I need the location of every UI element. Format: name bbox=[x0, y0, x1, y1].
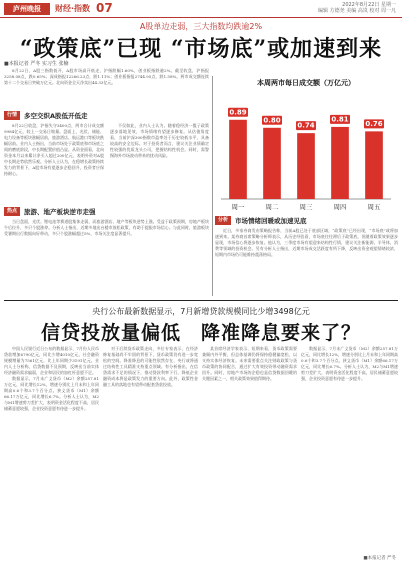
chart-bar bbox=[365, 131, 383, 199]
story2-body1-text: 中国人民银行近日公布的数据显示，7月份人民币贷款增加6790亿元，同比少增4010亿元。社会融资规模增量为7561亿元，比上年同期少3191亿元。业内人士分析称，信贷数据不及预期，反映出当前实体经济融资需求偏弱，企业和居民的加杠杆意愿不足。 bbox=[4, 346, 99, 375]
section-name: 财经·指数 bbox=[55, 4, 91, 13]
chart-bar bbox=[331, 127, 349, 199]
date-line: 2022年8月22日 星期一 bbox=[342, 2, 396, 8]
story2-col3 bbox=[202, 346, 297, 551]
story1-body1 bbox=[4, 123, 104, 203]
subhead3-text: 市场情绪回暖或加速见底 bbox=[235, 217, 307, 225]
column-divider bbox=[212, 76, 213, 296]
story1-lead-text: 8月22日，A股三指数低开，A股市场高开低走，沪指跌幅1.60%，创业板指跌逾2%。截至收盘，沪指报3258.08点，跌0.65%；深成指报12266.23点，跌1.11%；创业板指报2744.95点，跌1.58%。两市成交额连续第十二个交易日突破万亿元。北向资金全天净卖出44.33亿元。 bbox=[4, 68, 209, 85]
story2-col1 bbox=[4, 346, 99, 551]
story1-subhead3 bbox=[215, 216, 307, 225]
subhead1-text: 多空交织A股低开低走 bbox=[24, 112, 88, 120]
chart-x-tick-label: 周二 bbox=[265, 203, 279, 211]
newspaper-logo: 庐州晚报 bbox=[4, 3, 50, 15]
story2-col4 bbox=[301, 346, 398, 551]
story2-footer: ■本报记者 严冬 bbox=[363, 556, 396, 561]
chart-data-label: 0.80 bbox=[263, 116, 281, 125]
story1-body4 bbox=[215, 228, 398, 296]
masthead bbox=[0, 0, 402, 18]
story1-body1-text: 8月22日收盘，沪指失守3400点，两市合计成交额9984亿元，较上一交易日缩量。盘面上，光伏、储能、电力设备等板块涨幅居前，旅游酒店、航运港口等板块跌幅居前。业内人士指出，当前市场处于政策底和市场底之间的磨底阶段，中长期配置价值凸显。从资金面看，北向资金本月以来累计净买入超过200亿元，表明外资对A股中长期走势依然乐观。分析人士认为，在稳增长政策持续发力的背景下，A股市场有望逐步企稳回升，投资者应保持耐心。 bbox=[4, 123, 104, 176]
story1-body3-text: 不仅如此，业内人士认为，随着稳经济一揽子政策逐步落地见效，市场情绪有望逐步修复。从估值角度看，当前沪深300指数市盈率处于历史较低水平，具备较高的安全边际。对于投资者而言，建议关注业绩确定性较强的优质龙头公司，把握结构性机会。同时，需警惕海外市场波动带来的扰动风险。 bbox=[110, 123, 209, 158]
chart-bar bbox=[263, 128, 281, 199]
story1-headline: “政策底”已现 “市场底”或加速到来 bbox=[19, 36, 383, 62]
chart-x-tick-label: 周五 bbox=[367, 203, 381, 211]
story2-kicker: 央行公布最新数据显示，7月新增贷款规模同比少增3498亿元 bbox=[92, 307, 310, 316]
story2-body3-text: 对于后续货币政策走向，多位专家表示，在经济修复基础尚不牢固的背景下，货币政策仍有进一步宽松的空间。降准降息的可能性依然存在，央行或将通过结构性工具精准支持重点领域。有分析指出，在信贷需求不足的情况下，推动贷款利率下行、降低企业融资成本将是政策发力的重要方向。此外，政策性金融工具的落地也有望带动配套贷款投放。 bbox=[103, 346, 198, 387]
page-number: 07 bbox=[96, 1, 113, 15]
chart-x-tick-label: 周三 bbox=[299, 203, 313, 211]
masthead-meta bbox=[318, 2, 396, 14]
chart-x-tick-label: 周一 bbox=[231, 203, 245, 211]
story2-col2 bbox=[103, 346, 198, 551]
story2-headline: 信贷投放量偏低 降准降息要来了？ bbox=[40, 322, 361, 344]
story1-body2 bbox=[4, 219, 209, 295]
subhead3-tag: 分析 bbox=[215, 216, 231, 225]
chart-title: 本周两市每日成交额（万亿元） bbox=[257, 79, 355, 87]
story-separator bbox=[4, 300, 398, 301]
subhead2-text: 旅游、地产板块逆市走强 bbox=[24, 208, 96, 216]
story1-subhead2 bbox=[4, 207, 96, 216]
subhead1-tag: 行情 bbox=[4, 111, 20, 120]
story1-body2-text: 当日盘面，光伏、锂电池等赛道股集体走弱，而旅游酒店、地产等板块逆势上涨。受益于政策预期，房地产板块午后拉升，多只个股涨停。分析人士指出，近期多地出台楼市放松政策，有助于提振市场信心。与此同时，旅游板块受暑期出行数据向好带动，多只个股涨幅超过5%，市场关注度显著提升。 bbox=[4, 219, 209, 236]
story2-body1-cont: 数据显示，7月末广义货币（M2）余额257.81万亿元，同比增长12%，增速分别比上月末和上年同期高0.6个和3.7个百分点。狭义货币（M1）余额66.17万亿元，同比增长6.7%。分析人士认为，M2与M1增速剪刀差扩大，表明资金活化程度不高，居民储蓄意愿较强，企业投资意愿有待进一步提升。 bbox=[301, 346, 398, 381]
story2-body4-text: 某首席经济学家表示，短期来看，货币政策需要兼顾内外平衡，但总体基调仍将保持稳健偏宽松，以支持实体经济恢复。未来需要重点关注财政政策与货币政策的协同配合，通过扩大有效投资带动融资需求回升。同时，房地产市场的企稳也是信贷数据回暖的关键因素之一，相关政策效果值得期待。 bbox=[202, 346, 297, 381]
chart-x-tick-label: 周四 bbox=[333, 203, 347, 211]
chart-data-label: 0.89 bbox=[229, 108, 247, 117]
subhead2-tag: 热点 bbox=[4, 207, 20, 216]
story1-byline: ■本报记者 严冬 实习生 张楠 bbox=[4, 61, 69, 67]
story1-body4-text: 近日，多家券商发布策略报告称，当前A股已处于底部区域，“政策底”已经出现，“市场底”或将加速到来。某券商首席策略分析师表示，从历史经验看，市场底往往滞后于政策底，但随着政策效果逐步显现，市场信心将逐步恢复。他认为，三季度市场有望迎来结构性行情，建议关注新能源、半导体、消费等领域的投资机会。另有分析人士指出，近期市场成交活跃度有所下降，反映出资金观望情绪较浓，短期内市场仍可能维持震荡格局。 bbox=[215, 228, 398, 257]
story1-lead bbox=[4, 68, 209, 108]
story1-kicker: A股单边走弱，三大指数均跌逾2% bbox=[139, 22, 263, 31]
story1-subhead1 bbox=[4, 111, 88, 120]
chart-canvas bbox=[215, 88, 397, 213]
chart-data-label: 0.81 bbox=[331, 115, 349, 124]
chart-bar bbox=[229, 120, 247, 199]
editor-line: 编辑 方德尧 美编 高岚 校对 周一凡 bbox=[318, 8, 396, 14]
chart-data-label: 0.76 bbox=[365, 119, 383, 128]
chart-bar bbox=[297, 133, 315, 199]
story2-body2-text: 数据显示，7月末广义货币（M2）余额257.81万亿元，同比增长12%，增速分别比上月末和上年同期高0.6个和3.7个百分点。狭义货币（M1）余额66.17万亿元，同比增长6.7%。分析人士认为，M2与M1增速剪刀差扩大，表明资金活化程度不高，居民储蓄意愿较强，企业投资意愿有待进一步提升。 bbox=[4, 376, 99, 411]
chart-data-label: 0.74 bbox=[297, 121, 315, 130]
story1-body3 bbox=[110, 123, 209, 203]
volume-chart bbox=[215, 78, 397, 213]
